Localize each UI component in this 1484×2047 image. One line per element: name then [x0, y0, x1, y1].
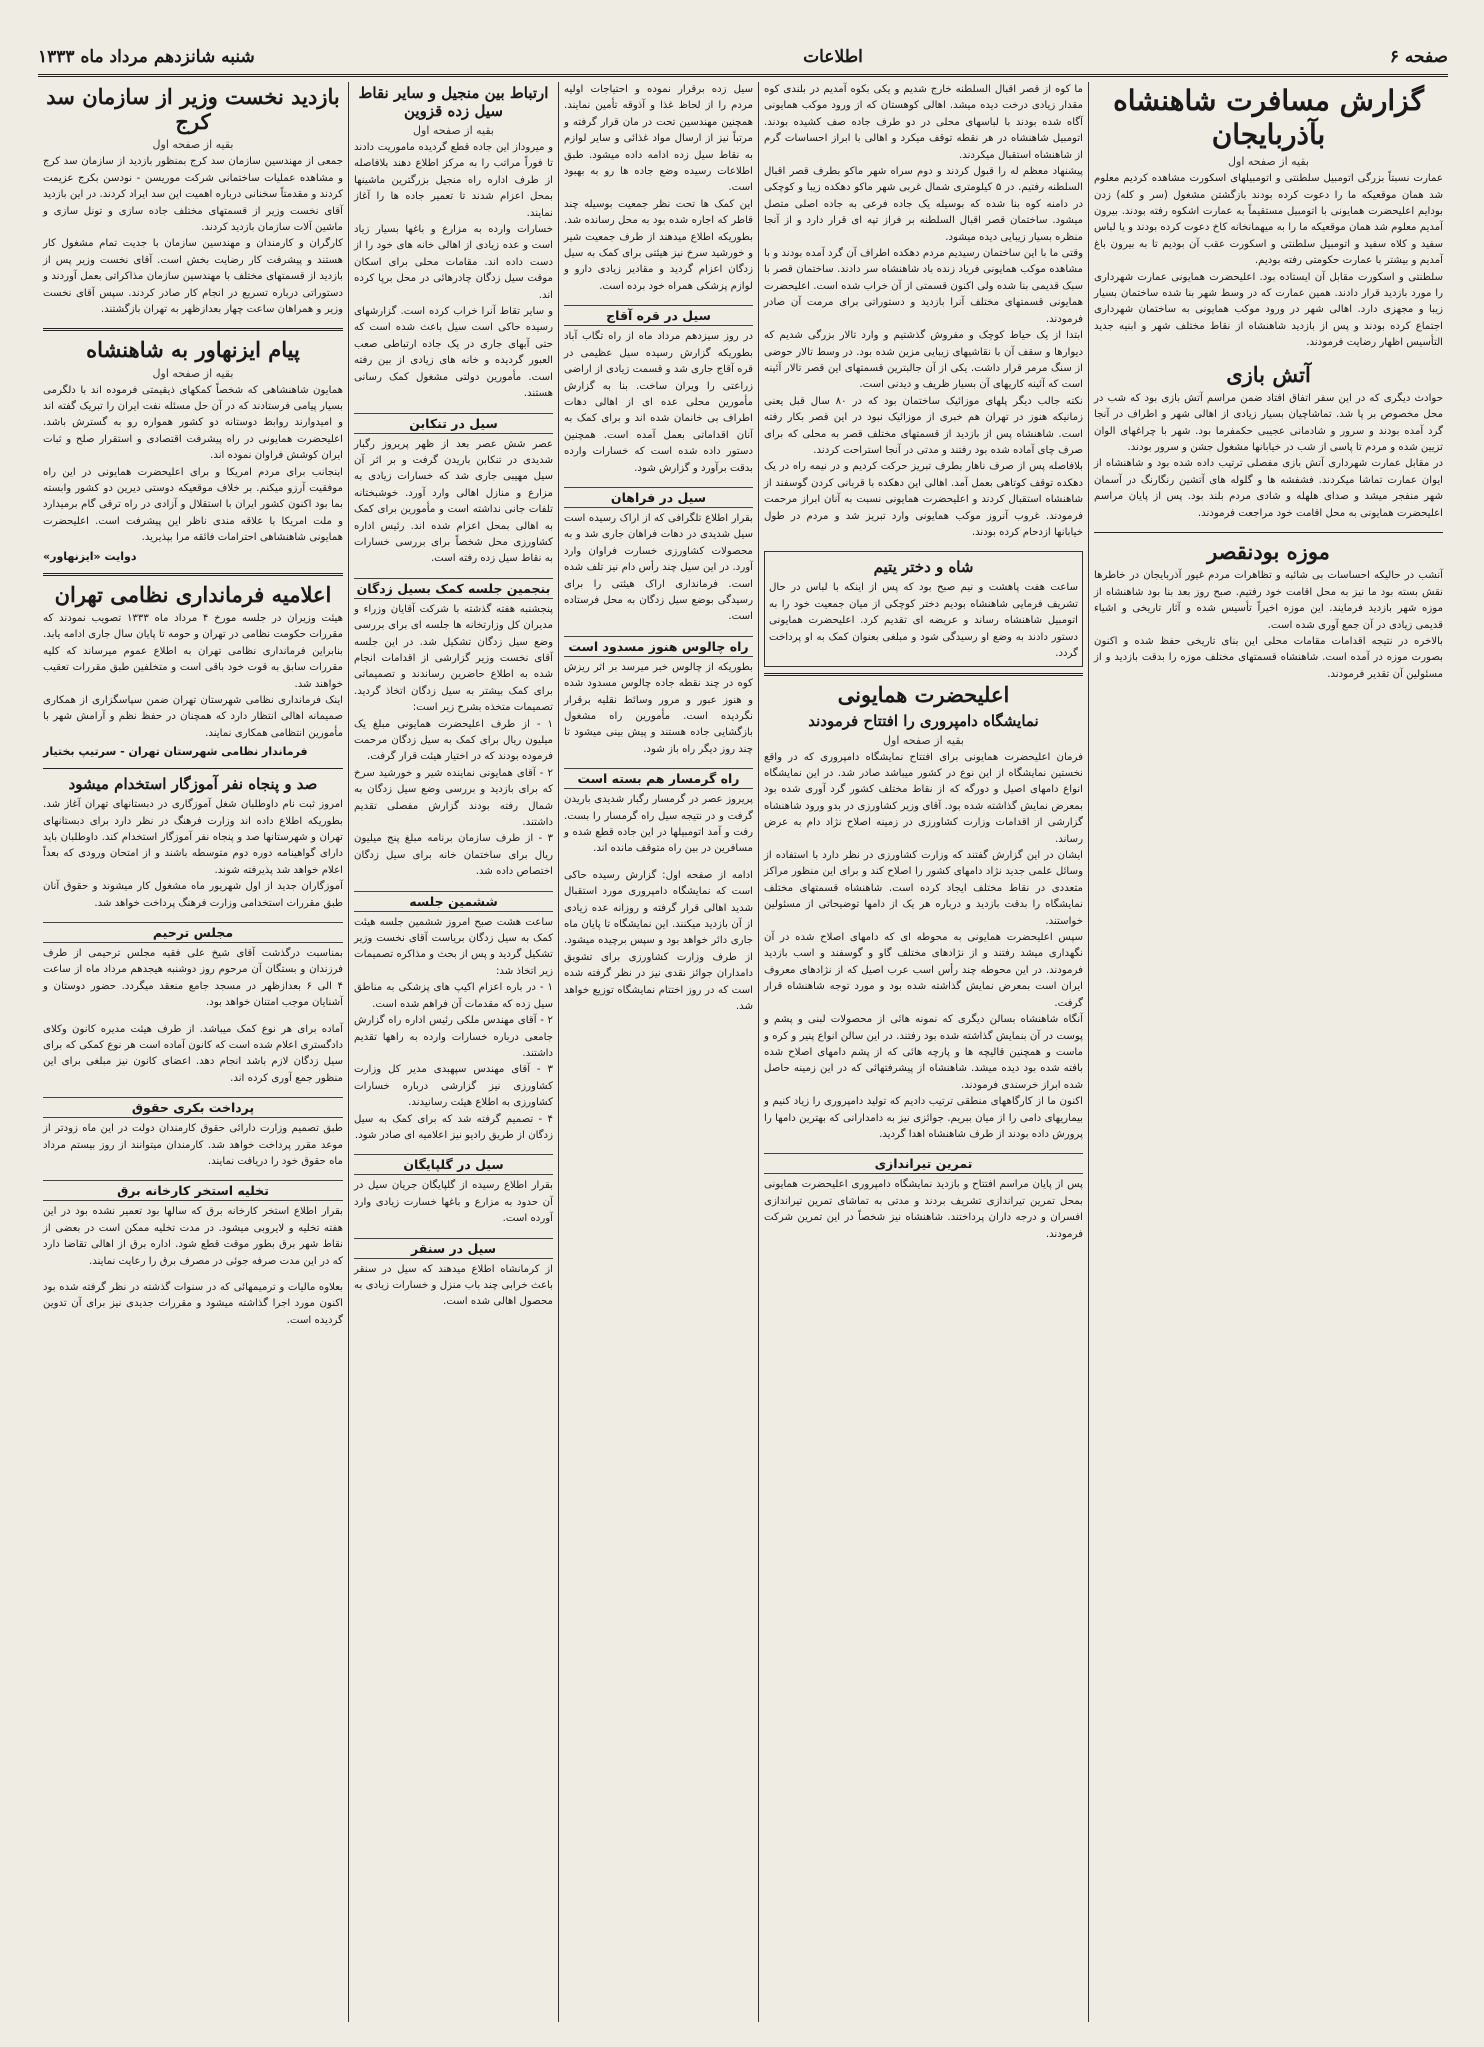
subheadline: مجلس ترحیم	[43, 922, 343, 943]
divider	[43, 768, 343, 769]
paragraph: بقرار اطلاع رسیده از گلپایگان جریان سیل در آن حدود به مزارع و باغها خسارت زیادی وارد آورده است.	[354, 1180, 553, 1225]
continued-note: بقیه از صفحه اول	[413, 124, 494, 137]
paragraph: بقرار اطلاع استخر کارخانه برق که سالها بود تعمیر نشده بود در این هفته تخلیه و لایروبی میشود. در مدت تخلیه ممکن است در بعضی از نقاط شهر برق بطور موقت قطع شود. اداره برق از اهالی تقاضا دارد که در این مدت صرفه جوئی در مصرف برق را رعایت نمایند.	[43, 1206, 343, 1267]
paragraph: ادامه از صفحه اول: گزارش رسیده حاکی است که نمایشگاه دامپروری مورد استقبال شدید اهالی قرار گرفته و روزانه عده زیادی از آن بازدید میکنند. این نمایشگاه تا پایان ماه جاری دائر خواهد بود و سپس برچیده میشود. از طرف وزارت کشاورزی برای تشویق دامداران جوائز نقدی نیز در نظر گرفته شده است که در روز اختتام نمایشگاه توزیع خواهد شد.	[564, 869, 753, 1013]
article-power-plant-pool	[43, 1180, 343, 1270]
paragraph: آنگاه شاهنشاه بسالن دیگری که نمونه هائی از محصولات لبنی و پشم و پوست در آن بنمایش گذاشته شده بود رفتند. در این سالن انواع پنیر و کره و ماست و همچنین قالیچه ها و پارچه هائی که از پشم دامهای اصلاح شده بافته شده بود دیده میشد. شاهنشاه از پیشرفتهائی که در این زمینه حاصل شده ابراز خرسندی فرمودند.	[764, 1014, 1083, 1091]
article-sonqor-flood	[354, 1238, 553, 1311]
paragraph: خسارات وارده به مزارع و باغها بسیار زیاد است و عده زیادی از اهالی خانه های خود را از دست داده اند. مقامات محلی برای اسکان موقت سیل زدگان چادرهائی در محل برپا کرده اند.	[354, 224, 553, 301]
paragraph: پنجشنبه هفته گذشته با شرکت آقایان وزراء و مدیران کل وزارتخانه ها جلسه ای برای بررسی وضع سیل زدگان تشکیل شد. در این جلسه آقای نخست وزیر گزارشی از اقدامات انجام شده به اطلاع حاضرین رساندند و تصمیماتی برای کمک بیشتر به سیل زدگان اتخاذ گردید. تصمیمات متخذه بشرح زیر است:	[354, 603, 553, 714]
paragraph: سیل زده برقرار نموده و احتیاجات اولیه مردم را از لحاظ غذا و آذوقه تأمین نمایند. همچنین مهندسین تحت در مان قرار گرفته و مرتباً نیز از ارسال مواد غذائی و سایر لوازم به نقاط سیل زده ادامه داده میشود. طبق اطلاعات رسیده وضع جاده ها رو به بهبود است.	[564, 84, 753, 194]
article-pm-karaj-dam	[43, 84, 343, 318]
divider	[43, 573, 343, 576]
paragraph: طبق تصمیم وزارت دارائی حقوق کارمندان دولت در این ماه زودتر از موعد مقرر پرداخت خواهد شد. کارمندان میتوانند از روز بیستم مرداد ماه حقوق خود را دریافت نمایند.	[43, 1123, 343, 1168]
article-golpayegan-flood	[354, 1154, 553, 1227]
paragraph: ۲ - آقای مهندس ملکی رئیس اداره راه گزارش جامعی درباره خسارات وارده به راهها تقدیم داشتند.	[354, 1015, 553, 1059]
paragraph: و میروداز این جاده قطع گردیده ماموریت دادند تا فوراً مراتب را به مرکز اطلاع دهند بلافاصله از طرف اداره راه منجیل بزرگترین ماشینها بمحل اعزام شدند تا تعمیر جاده ها را آغاز نمایند.	[354, 142, 553, 219]
paragraph: آنشب در حالیکه احساسات بی شائبه و تظاهرات مردم غیور آذربایجان در خاطرها نقش بسته بود ما نیز به محل اقامت خود رفتیم. صبح روز بعد بنا بود شاهنشاه از موزه شهر بازدید فرمایند. این موزه اخیراً تأسیس شده و آثار تاریخی و اشیاء قدیمی زیادی در آن جمع آوری شده است.	[1094, 570, 1443, 631]
article-museum	[1094, 539, 1443, 683]
paragraph: بمناسبت درگذشت آقای شیخ علی فقیه مجلس ترحیمی از طرف فرزندان و بستگان آن مرحوم روز دوشنبه هیجدهم مرداد ماه از ساعت ۴ الی ۶ بعدازظهر در مسجد جامع منعقد میگردد. حضور دوستان و آشنایان موجب امتنان خواهد بود.	[43, 947, 344, 1009]
subheadline: پرداخت بکری حقوق	[43, 1097, 343, 1118]
article-martial-law-notice	[43, 582, 343, 758]
article-shah-trip	[1094, 84, 1443, 352]
divider	[764, 673, 1083, 676]
paragraph: عصر شش عصر بعد از ظهر پریروز رگبار شدیدی در تنکابن باریدن گرفت و بر اثر آن سیل مهیبی جاری شد که خسارات زیادی به مزارع و منازل اهالی وارد آورد. خوشبختانه تلفات جانی نداشته است و مأمورین برای کمک به اهالی بمحل اعزام شده اند. رئیس اداره کشاورزی محل شخصاً برای بررسی خسارات به نقاط سیل زده رفته است.	[354, 438, 553, 565]
continued-note: بقیه از صفحه اول	[883, 733, 964, 747]
subheadline: سیل در گلپایگان	[354, 1154, 553, 1175]
headline: اعلیحضرت همایونی	[837, 682, 1010, 708]
paragraph: ساعت هفت پاهشت و نیم صبح بود که پس از اینکه با لباس در حال تشریف فرمایی شاهنشاه بودیم دختر کوچکی از میان جمعیت خود را به اتومبیل شاهنشاه رساند و عریضه ای تقدیم کرد. اعلیحضرت همایونی دستور دادند به وضع او رسیدگی شود و مبلغی بعنوان کمک به او پرداخت گردد.	[769, 582, 1078, 659]
paragraph: همایون شاهنشاهی که شخصاً کمکهای ذیقیمتی فرموده اند با دلگرمی بسیار پیامی فرستادند که در آن حل مسئله نفت ایران را تبریک گفته اند و امیدوارند روابط دوستانه دو کشور همواره رو به گسترش باشد. اعلیحضرت همایونی در راه پیشرفت اقتصادی و استقرار صلح و ثبات ایران کوشش فراوان نموده اند.	[43, 384, 343, 462]
article-misc	[43, 1280, 343, 1329]
subheadline: تخلیه استخر کارخانه برق	[43, 1180, 343, 1201]
paragraph: سلطنتی و اسکورت مقابل آن ایستاده بود. اعلیحضرت همایونی عمارت شهرداری را مورد بازدید قرار دادند. همین عمارت که در وسط شهر بنا شده ساختمان بسیار زیبا و مجهزی دارد. اهالی شهر در ورود موکب همایونی به ساختمان شهرداری اجتماع کرده بودند و پس از بازدید شاهنشاه از نقاط مختلف شهر و ابنیه جدید التأسیس اظهار رضایت فرمودند.	[1094, 271, 1443, 349]
paragraph: آموزگاران جدید از اول شهریور ماه مشغول کار میشوند و حقوق آنان طبق مقررات استخدامی وزارت فرهنگ پرداخت خواهد شد.	[43, 881, 343, 909]
continued-note: بقیه از صفحه اول	[152, 138, 234, 152]
paragraph: نکته جالب دیگر پلهای موزائیک ساختمان بود که در ۸۰ سال قبل یعنی زمانیکه هنوز در تهران هم خبری از موزائیک نبود در این قصر بکار رفته است. شاهنشاه پس از بازدید از قسمتهای مختلف قصر به محلی که برای صرف چای آماده شده بود رفتند و مدتی در آنجا استراحت کردند.	[764, 395, 1084, 456]
continued-note: بقیه از صفحه اول	[1228, 155, 1309, 169]
headline: ارتباط بین منجیل و سایر نقاط سیل زده قزوین	[358, 84, 549, 120]
article-salary-payment	[43, 1097, 343, 1170]
article-chalus-road	[564, 636, 753, 758]
paragraph: اکنون ما از کارگاههای منطقی ترتیب دادیم که تولید دامپروری را زیاد کنیم و بیماریهای دامی را از میان ببریم. جوائزی نیز به دامدارانی که بهترین دامها را پرورش داده بودند از طرف شاهنشاه اهدا گردید.	[764, 1096, 1083, 1140]
paragraph: جمعی از مهندسین سازمان سد کرج بمنظور بازدید از سازمان سد کرج و مشاهده عملیات ساختمانی شرکت موریسن - نودسن بکرج عزیمت کردند و مقدمتاً سخنانی درباره اهمیت این سد ایراد کردند. در این بازدید آقای نخست وزیر از قسمتهای مختلف جاده سازی و تونل سازی و ماشین آلات سازمان بازدید کردند.	[43, 156, 343, 233]
paragraph: و سایر تقاط آنرا خراب کرده است. گزارشهای رسیده حاکی است سیل باعث شده است که حتی آبهای جاری در یک جاده ارتباطی صعب العبور گردیده و خانه های زیادی از بین رفته است. مأمورین دولتی مشغول کمک رسانی هستند.	[354, 306, 553, 400]
headline: اعلامیه فرمانداری نظامی تهران	[54, 581, 332, 607]
article-ready-to-help	[43, 1022, 343, 1088]
paragraph: هیئت وزیران در جلسه مورخ ۴ مرداد ماه ۱۳۳۳ تصویب نمودند که مقررات حکومت نظامی در تهران و حومه تا پایان سال جاری ادامه یابد. بنابراین فرمانداری نظامی تهران به اطلاع عموم میرساند که کلیه مقررات سابق به قوت خود باقی است و متخلفین طبق مقررات تعقیب خواهند شد.	[43, 612, 343, 690]
page-number: صفحه ۶	[1389, 47, 1448, 67]
paragraph: این کمک ها تحت نظر جمعیت بوسیله چند قاطر که اجاره شده بود به محل رسانده شد. بطوریکه اطلاع میدهند از طرف جمعیت شیر و خورشید سرخ نیز هیئتی برای کمک به سیل زدگان اعزام گردید و مقادیر زیادی دارو و لوازم پزشکی همراه خود برده است.	[564, 198, 753, 292]
subheadline: شاه و دختر یتیم	[873, 558, 974, 577]
paragraph: ساعت هشت صبح امروز ششمین جلسه هیئت کمک به سیل زدگان بریاست آقای نخست وزیر تشکیل گردید و پس از بحث و مذاکره تصمیمات زیر اتخاذ شد:	[354, 916, 553, 977]
column-2	[758, 82, 1088, 2022]
paragraph: عمارت نسبتاً بزرگی اتومبیل سلطنتی و اتومبیلهای اسکورت مشاهده کردیم معلوم شد همان موقعیکه ما را دعوت کرده بودند بازگشتن مشغول (سر و کله) زدن بودایم اعلیحضرت همایونی با اتومبیل مستقیماً به عمارت اشکوه رفته بودند. بیرون آمدیم معلوم شد همان موقعیکه ما را به میهمانخانه کاخ دعوت کرده بودند و یا لباس سفید و کلاه سفید و اتومبیل سلطنتی و اسکورت عقب آن بودیم تا به بیرون باغ آمدیم و بیشتر با عمارت حکومتی رفته بودیم.	[1094, 173, 1443, 267]
paragraph: ۱ - از طرف اعلیحضرت همایونی مبلغ یک میلیون ریال برای کمک به سیل زدگان مرحمت فرموده بودند که در اختیار هیئت قرار گرفت.	[354, 718, 553, 763]
paragraph: سپس اعلیحضرت همایونی به محوطه ای که دامهای اصلاح شده در آن نگهداری میشد رفتند و از نژادهای مختلف گاو و گوسفند و اسب بازدید فرمودند. در این محوطه چند رأس اسب عرب اصیل که از نژادهای معروف ایران است بمعرض نمایش گذاشته شده بود و مورد توجه شاهنشاه قرار گرفت.	[764, 932, 1083, 1009]
paragraph: امروز ثبت نام داوطلبان شغل آموزگاری در دبستانهای تهران آغاز شد. بطوریکه اطلاع داده اند وزارت فرهنگ در نظر دارد برای دبستانهای تهران و شهرستانها صد و پنجاه نفر آموزگار استخدام کند. داوطلبان باید دارای گواهینامه دوره دوم متوسطه باشند و از امتحان ورودی که بعداً اعلام خواهد شد پذیرفته شوند.	[43, 799, 343, 876]
signature: فرماندار نظامی شهرستان تهران - سرتیپ بختیار	[43, 745, 308, 759]
paragraph: اینک فرمانداری نظامی شهرستان تهران ضمن سپاسگزاری از همکاری صمیمانه اهالی انتظار دارد که همچنان در حفظ نظم و آرامش شهر با مأمورین انتظامی همکاری نمایند.	[43, 694, 343, 739]
article-livestock-exhibition	[764, 682, 1083, 1143]
paragraph: در روز سیزدهم مرداد ماه از راه تگاب آباد بطوریکه گزارش رسیده سیل عظیمی در قره آقاج جاری شد و قسمت زیادی از اراضی زراعتی را ویران ساخت. بنا به گزارش مأمورین محلی عده ای از اهالی دهات اطراف بی خانمان شده اند و برای کمک به آنان اقداماتی بعمل آمده است. همچنین دستور داده شده است که خسارات وارده بدقت برآورد و گزارش شود.	[564, 331, 753, 474]
article-eisenhower-message	[43, 337, 343, 562]
signature: دوایت «ایزنهاور»	[43, 549, 137, 563]
article-memorial	[43, 922, 343, 1012]
article-manjil-flood	[564, 82, 753, 295]
article-sixth-meeting	[354, 891, 553, 1145]
paragraph: بطوریکه از چالوس خبر میرسد بر اثر ریزش کوه در چند نقطه جاده چالوس مسدود شده و هنوز عبور و مرور وسائط نقلیه برقرار نگردیده است. مأمورین راه مشغول بازگشایی جاده هستند و پیش بینی میشود تا چند روز دیگر راه باز شود.	[564, 661, 753, 755]
headline: پیام ایزنهاور به شاهنشاه	[86, 337, 300, 363]
column-5	[38, 82, 348, 2022]
paragraph: آماده برای هر نوع کمک میباشد. از طرف هیئت مدیره کانون وکلای دادگستری اعلام شده است که کانون آماده است هر نوع کمکی که برای سیل زدگان لازم باشد انجام دهد. اعضای کانون نیز مبلغی برای این منظور جمع آوری کرده اند.	[43, 1023, 343, 1084]
article-exhibition-note	[564, 868, 753, 1016]
paragraph: ۴ - تصمیم گرفته شد که برای کمک به سیل زدگان از طریق رادیو نیز اعلامیه ای صادر شود.	[354, 1113, 553, 1141]
paragraph: بلافاصله پس از صرف ناهار بطرف تبریز حرکت کردیم و در نیمه راه در یک دهکده توقف کوتاهی بعمل آمد. اهالی این دهکده با قربانی کردن گوسفند از شاهنشاه استقبال کردند و اعلیحضرت همایونی نسبت به آنان ابراز مرحمت فرمودند. غروب آنروز موکب همایونی وارد تبریز شد و مردم در طول خیابانها ازدحام کرده بودند.	[764, 461, 1083, 538]
paragraph: بعلاوه مالیات و ترمیمهائی که در سنوات گذشته در نظر گرفته شده بود اکنون مورد اجرا گذاشته میشود و مقررات جدیدی نیز برای آن تدوین گردیده است.	[43, 1282, 343, 1326]
paragraph: بقرار اطلاع تلگرافی که از اراک رسیده است سیل شدیدی در دهات فراهان جاری شد و به محصولات کشاورزی خسارت فراوان وارد آورد. در این سیل چند رأس دام نیز تلف شده است. فرمانداری اراک هیئتی را برای رسیدگی بوضع سیل زدگان به محل فرستاده است.	[564, 512, 753, 623]
divider	[1094, 532, 1443, 533]
paragraph: حوادث دیگری که در این سفر اتفاق افتاد ضمن مراسم آتش بازی بود که شب در محل مخصوص بر پا شد. تماشاچیان بسیار زیادی از اهالی شهر و اطراف در آنجا گرد آمده بودند و سرور و شادمانی عجیبی حکمفرما بود. شهر با چراغهای الوان تزیین شده و مردم تا پاسی از شب در خیابانها مشغول جشن و سرور بودند.	[1094, 392, 1443, 454]
subheadline: سیل در سنقر	[354, 1238, 553, 1259]
subheadline: موزه بودنقصر	[1207, 539, 1330, 565]
divider	[43, 328, 343, 331]
article-fireworks	[1094, 362, 1443, 522]
paragraph: ۳ - آقای مهندس سپهبدی مدیر کل وزارت کشاورزی نیز گزارشی درباره خسارات کشاورزی به اطلاع هیئت رسانیدند.	[354, 1064, 553, 1109]
paragraph: ۱ - در باره اعزام اکیپ های پزشکی به مناطق سیل زده که مقدمات آن فراهم شده است.	[354, 982, 553, 1010]
headline: صد و پنجاه نفر آموزگار استخدام میشود	[68, 775, 318, 794]
subheadline: بنجمین جلسه کمک بسیل زدگان	[354, 578, 553, 599]
article-garmsar-road	[564, 768, 753, 858]
paper-name: اطلاعات	[803, 47, 863, 67]
subheadline: تمرین تیراندازی	[764, 1153, 1083, 1174]
masthead	[38, 40, 1448, 77]
subheadline: سیل در تنکابن	[354, 413, 553, 434]
paragraph: کارگران و کارمندان و مهندسین سازمان با جدیت تمام مشغول کار هستند و پیشرفت کار رضایت بخش است. آقای نخست وزیر پس از بازدید از قسمتهای مختلف با مهندسین سازمان مذاکراتی بعمل آوردند و دستوراتی درباره تسریع در انجام کار صادر کردند. سپس آقای نخست وزیر و همراهان ساعت چهار بعدازظهر به تهران بازگشتند.	[43, 238, 343, 316]
paragraph: اینجانب برای مردم امریکا و برای اعلیحضرت همایونی در این راه موفقیت آرزو میکنم. بر خلاف موقعیکه دوستی دیرین دو کشور وابسته بما بود اکنون کشور ایران با استقلال و آزادی در راه ترقی گام برمیدارد و ملت امریکا با علاقه مندی ناظر این پیشرفت است. اعلیحضرت همایونی شاهنشاهی احترامات فائقه مرا بپذیرید.	[43, 466, 343, 544]
newspaper-page	[38, 40, 1448, 2025]
subheadline: راه چالوس هنوز مسدود است	[564, 636, 753, 657]
paragraph: ابتدا از یک حیاط کوچک و مفروش گذشتیم و وارد تالار بزرگی شدیم که دیوارها و سقف آن با نقاشیهای زیبایی مزین شده بود. در وسط تالار حوضی از سنگ مرمر قرار داشت. یکی از آن جالبترین قسمتهای این قصر تالار آئینه است که آئینه کاریهای آن بسیار ظریف و دیدنی است.	[764, 330, 1083, 391]
paragraph: پیشنهاد معظم له را قبول کردند و دوم سراه شهر ماکو بطرف قصر اقبال السلطنه رفتیم. در ۵ کیلومتری شمال غربی شهر ماکو دهکده زیبا و کوچکی در دامنه کوه بنا شده که بوسیله یک جاده فرعی به جاده اصلی متصل میشود. ساختمان قصر اقبال السلطنه بر فراز تپه ای قرار دارد و از آنجا منظره بسیار زیبایی دیده میشود.	[764, 166, 1083, 243]
article-qareh-aghaj-flood	[564, 305, 753, 477]
article-tonekabon-flood	[354, 413, 553, 568]
continued-note: بقیه از صفحه اول	[152, 366, 234, 380]
paragraph: ایشان در این گزارش گفتند که وزارت کشاورزی در نظر دارد با استفاده از وسائل علمی جدید نژاد دامهای کشور را اصلاح کند و برای این منظور مراکز متعددی در نقاط مختلف ایجاد کرده است. شاهنشاه قسمتهای مختلف نمایشگاه را بدقت بازدید و درباره هر یک از دامها توضیحاتی از مسئولین خواستند.	[764, 850, 1083, 927]
article-shooting-practice	[764, 1153, 1083, 1243]
paragraph: فرمان اعلیحضرت همایونی برای افتتاح نمایشگاه دامپروری که در واقع نخستین نمایشگاه از این نوع در کشور میباشد صادر شد. در این نمایشگاه انواع دامهای اصیل و دورگه که از نقاط مختلف کشور گرد آوری شده بود بمعرض نمایش گذاشته شده بود. آقای وزیر کشاورزی در بدو ورود شاهنشاه گزارشی از اقدامات وزارت کشاورزی در زمینه اصلاح نژاد دام به عرض رساند.	[764, 751, 1083, 845]
article-shah-orphan	[764, 551, 1083, 667]
article-shah-trip-continued	[764, 82, 1083, 541]
paragraph: از کرمانشاه اطلاع میدهند که سیل در سنقر باعث خرابی چند باب منزل و خسارات زیادی به محصول اهالی شده است.	[354, 1263, 553, 1308]
column-4	[348, 82, 558, 2022]
headline-secondary: نمایشگاه دامپروری را افتتاح فرمودند	[808, 711, 1039, 730]
column-1	[1088, 82, 1448, 2022]
paragraph: پریروز عصر در گرمسار رگبار شدیدی باریدن گرفت و در نتیجه سیل راه گرمسار را بست. رفت و آمد اتومبیلها در این جاده قطع شده و مسافرین در بین راه متوقف مانده اند.	[564, 794, 753, 855]
subheadline: آتش بازی	[1226, 361, 1311, 387]
paragraph: ۲ - آقای همایونی نماینده شیر و خورشید سرخ که برای بازدید و بررسی وضع سیل زدگان به شمال رفته بودند گزارش مفصلی تقدیم داشتند.	[354, 767, 553, 829]
article-fifth-meeting	[354, 578, 553, 881]
subheadline: راه گرمسار هم بسته است	[564, 768, 753, 789]
column-3	[558, 82, 758, 2022]
paragraph: ما کوه از قصر اقبال السلطنه خارج شدیم و یکی بکوه آمدیم در بلندی کوه مقدار زیادی درخت دیده میشد. اهالی کوهستان که از ورود موکب همایونی آگاه شده بودند با لباسهای محلی در دو طرف جاده صف کشیده بودند. اتومبیل شاهنشاه در هر نقطه توقف میکرد و اهالی با ابراز احساسات گرم از شاهنشاه استقبال میکردند.	[764, 84, 1083, 161]
paragraph: وقتی ما با این ساختمان رسیدیم مردم دهکده اطراف آن گرد آمده بودند و با مشاهده موکب همایونی فریاد زنده باد شاهنشاه سر دادند. ساختمان قصر با سبک قدیمی بنا شده ولی اکنون قسمتی از آن خراب شده است. اعلیحضرت همایونی قسمتهای مختلف آنرا بازدید و دستوراتی برای مرمت آن صادر فرمودند.	[764, 248, 1083, 325]
headline: بازدید نخست وزیر از سازمان سد کرج	[46, 84, 340, 135]
paragraph: ۳ - از طرف سازمان برنامه مبلغ پنج میلیون ریال برای ساختمان خانه برای سیل زدگان اختصاص داده شد.	[354, 833, 553, 878]
headline: گزارش مسافرت شاهنشاه بآذربایجان	[1113, 84, 1424, 151]
article-teacher-hiring	[43, 775, 343, 912]
subheadline: ششمین جلسه	[354, 891, 553, 912]
issue-date: شنبه شانزدهم مرداد ماه ۱۳۳۳	[38, 47, 255, 67]
paragraph: پس از پایان مراسم افتتاح و بازدید نمایشگاه دامپروری اعلیحضرت همایونی بمحل تمرین تیراندازی تشریف بردند و مدتی به تماشای تمرین تیراندازی افسران و درجه داران پرداختند. شاهنشاه نیز شخصاً در این تمرین شرکت فرمودند.	[764, 1179, 1083, 1240]
subheadline: سیل در فراهان	[564, 487, 753, 508]
page-body	[38, 82, 1448, 2022]
paragraph: بالاخره در نتیجه اقدامات مقامات محلی این بنای تاریخی حفظ شده و اکنون بصورت موزه در آمده است. شاهنشاه قسمتهای مختلف موزه را بدقت بازدید و از مسئولین آن تقدیر فرمودند.	[1094, 635, 1443, 680]
article-farahan-flood	[564, 487, 753, 626]
paragraph: در مقابل عمارت شهرداری آتش بازی مفصلی ترتیب داده شده بود و شاهنشاه از ایوان عمارت تماشا میکردند. فشفشه ها و گلوله های آتشین رنگارنگ در آسمان شهر منفجر میشد و صدای هلهله و شادی مردم بلند بود. پس از پایان مراسم اعلیحضرت همایونی به محل اقامت خود مراجعت فرمودند.	[1094, 458, 1443, 519]
article-qazvin-flood	[354, 84, 553, 403]
subheadline: سیل در قره آقاج	[564, 305, 753, 326]
